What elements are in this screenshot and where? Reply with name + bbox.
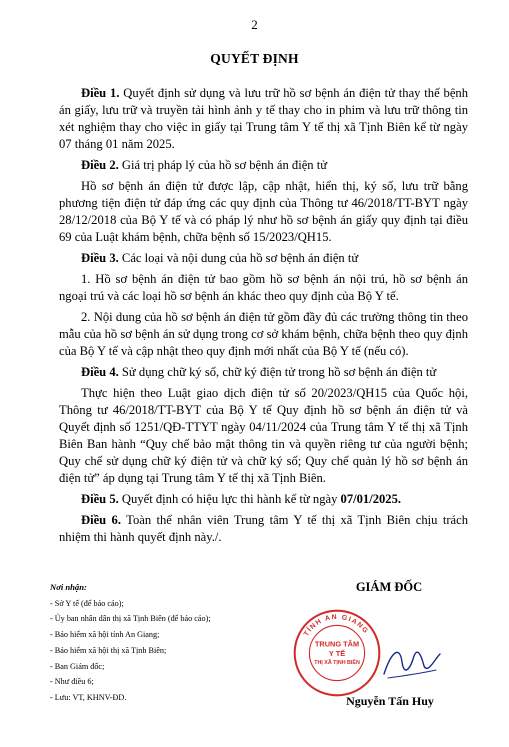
document-title: QUYẾT ĐỊNH — [210, 51, 299, 66]
recipient-item: - Sở Y tế (để báo cáo); — [50, 598, 124, 608]
article-5-text: Quyết định có hiệu lực thi hành kể từ ngày — [118, 492, 341, 506]
article-4-heading: Điều 4. — [81, 365, 119, 379]
article-2-text: Giá trị pháp lý của hồ sơ bệnh án điện tử — [118, 158, 328, 172]
recipient-item: - Như điều 6; — [50, 677, 94, 687]
article-6 — [59, 512, 468, 546]
article-3-paragraph-1: 1. Hồ sơ bệnh án điện tử bao gồm hồ sơ bệnh án nội trú, hồ sơ bệnh án ngoại trú và các loại hồ sơ bệnh án khác theo quy định của Bộ Y tế. — [59, 272, 468, 303]
stamp-line-2: Y TẾ — [328, 648, 346, 658]
page-number: 2 — [251, 17, 258, 32]
document-body — [59, 85, 468, 550]
signature-area — [0, 570, 509, 747]
recipient-item: - Lưu: VT, KHNV-ĐD. — [50, 692, 127, 702]
recipients-list — [50, 580, 285, 706]
article-5-heading: Điều 5. — [81, 492, 119, 506]
stamp-line-3: THỊ XÃ TỊNH BIÊN — [314, 660, 360, 667]
signer-position: GIÁM ĐỐC — [355, 580, 423, 594]
signer-name: Nguyễn Tấn Huy — [346, 694, 434, 708]
article-4-paragraph: Thực hiện theo Luật giao dịch điện tử số 20/2023/QH15 của Quốc hội, Thông tư 46/2018/TT-BYT của Bộ Y tế Quy định hồ sơ bệnh án điện tử và Quyết định số 1251/QĐ-TTYT ngày 04/11/2024 của Trung tâm Y tế thị xã Tịnh Biên Ban hành “Quy chế bảo mật thông tin và quyền riêng tư của người bệnh; Quy chế sử dụng chữ ký điện tử và chữ ký số; Quy chế quản lý hồ sơ bệnh án điện tử” áp dụng tại Trung tâm Y tế thị xã Tịnh Biên. — [59, 386, 468, 485]
article-4 — [59, 364, 468, 381]
handwritten-signature-icon — [378, 640, 444, 686]
stamp-line-1: TRUNG TÂM — [314, 639, 360, 649]
article-6-heading: Điều 6. — [81, 513, 121, 527]
article-3-paragraph-2: 2. Nội dung của hồ sơ bệnh án điện tử gồm đầy đủ các trường thông tin theo mẫu của hồ sơ bệnh án sử dụng trong cơ sở khám bệnh, chữa bệnh theo quy định của Bộ Y tế và cập nhật theo quy định mới nhất của Bộ Y tế (nếu có). — [59, 310, 468, 358]
recipients-header: Nơi nhận: — [50, 582, 87, 592]
recipient-item: - Ủy ban nhân dân thị xã Tịnh Biên (để báo cáo); — [50, 614, 211, 624]
article-6-text: Toàn thể nhân viên Trung tâm Y tế thị xã Tịnh Biên chịu trách nhiệm thi hành quyết định này./. — [59, 513, 469, 544]
recipient-item: - Bảo hiểm xã hội tỉnh An Giang; — [50, 630, 160, 640]
recipient-item: - Bảo hiểm xã hội thị xã Tịnh Biên; — [50, 645, 167, 655]
article-3-heading: Điều 3. — [81, 251, 119, 265]
article-1 — [59, 85, 468, 153]
effective-date: 07/01/2025. — [340, 492, 402, 506]
article-2-heading: Điều 2. — [81, 158, 119, 172]
article-4-text: Sử dụng chữ ký số, chữ ký điện tử trong hồ sơ bệnh án điện tử — [118, 365, 437, 379]
article-1-heading: Điều 1. — [81, 86, 120, 100]
recipient-item: - Ban Giám đốc; — [50, 661, 105, 671]
article-3-text: Các loại và nội dung của hồ sơ bệnh án điện tử — [118, 251, 359, 265]
article-2 — [59, 157, 468, 174]
stamp-ring-text: TỈNH AN GIANG — [302, 613, 370, 638]
article-5 — [59, 491, 468, 508]
official-stamp-icon — [291, 607, 383, 699]
article-1-text: Quyết định sử dụng và lưu trữ hồ sơ bệnh án điện tử thay thế bệnh án giấy, lưu trữ và truyền tải hình ảnh y tế thay cho in phim và lưu trữ thông tin xét nghiệm thay cho việc in giấy tại Trung tâm Y tế thị xã Tịnh Biên kể từ ngày 07 tháng 01 năm 2025. — [59, 86, 468, 151]
article-3 — [59, 250, 468, 267]
article-2-paragraph: Hồ sơ bệnh án điện tử được lập, cập nhật, hiển thị, ký số, lưu trữ bằng phương tiện điện tử đáp ứng các quy định của Thông tư 46/2018/TT-BYT ngày 28/12/2018 của Bộ Y tế và có pháp lý như hồ sơ bệnh án giấy quy định tại điều 69 của Luật khám bệnh, chữa bệnh số 15/2023/QH15. — [59, 179, 468, 244]
